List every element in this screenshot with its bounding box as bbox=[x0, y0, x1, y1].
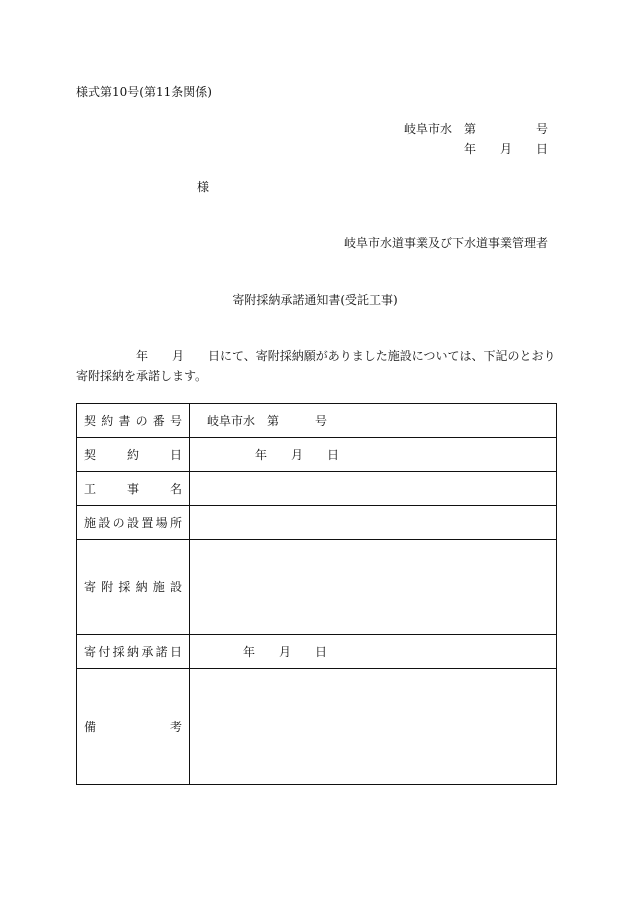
project-name-label bbox=[77, 483, 189, 495]
contract-date-label bbox=[77, 449, 189, 461]
table-row bbox=[77, 438, 557, 472]
contract-number-label bbox=[77, 415, 189, 427]
row-value-contract-date[interactable] bbox=[190, 438, 557, 472]
label-char: 施 bbox=[84, 515, 97, 530]
document-date-line: 年 月 日 bbox=[463, 142, 548, 156]
label-char: 考 bbox=[169, 719, 182, 734]
row-label-contract-number bbox=[77, 404, 190, 438]
label-char: 契 bbox=[84, 447, 97, 462]
row-value-acceptance-date[interactable] bbox=[190, 635, 557, 669]
label-char: 所 bbox=[169, 515, 182, 530]
table-row bbox=[77, 540, 557, 635]
row-label-facility-location bbox=[77, 506, 190, 540]
label-char: 工 bbox=[84, 481, 97, 496]
table-row bbox=[77, 506, 557, 540]
row-label-acceptance-date bbox=[77, 635, 190, 669]
label-char: 事 bbox=[126, 481, 139, 496]
row-value-remarks[interactable] bbox=[190, 669, 557, 785]
label-char: 約 bbox=[101, 413, 114, 428]
row-label-donated-facility bbox=[77, 540, 190, 635]
label-char: の bbox=[135, 413, 148, 428]
label-char: 諾 bbox=[155, 644, 168, 659]
contract-date-value: 年 月 日 bbox=[207, 447, 340, 462]
label-char: 番 bbox=[152, 413, 165, 428]
row-label-contract-date bbox=[77, 438, 190, 472]
label-char: 置 bbox=[141, 515, 154, 530]
label-char: の bbox=[112, 515, 125, 530]
acceptance-date-label bbox=[77, 646, 189, 658]
form-table bbox=[76, 403, 557, 785]
issuer-name: 岐阜市水道事業及び下水道事業管理者 bbox=[343, 236, 548, 250]
acceptance-date-value: 年 月 日 bbox=[207, 644, 328, 659]
label-char: 付 bbox=[98, 644, 111, 659]
document-number-line: 岐阜市水 第 号 bbox=[403, 122, 548, 136]
remarks-label bbox=[77, 721, 189, 733]
table-row bbox=[77, 404, 557, 438]
row-value-donated-facility[interactable] bbox=[190, 540, 557, 635]
row-value-facility-location[interactable] bbox=[190, 506, 557, 540]
table-row bbox=[77, 635, 557, 669]
label-char: 書 bbox=[118, 413, 131, 428]
label-char: 寄 bbox=[84, 644, 97, 659]
row-value-contract-number[interactable] bbox=[190, 404, 557, 438]
label-char: 採 bbox=[112, 644, 125, 659]
label-char: 日 bbox=[169, 644, 182, 659]
row-label-project-name bbox=[77, 472, 190, 506]
label-char: 契 bbox=[84, 413, 97, 428]
body-line-2: 寄附採納を承諾します。 bbox=[76, 369, 208, 383]
body-line-1: 年 月 日にて、寄附採納願がありました施設については、下記のとおり bbox=[136, 349, 556, 363]
label-char: 寄 bbox=[84, 580, 97, 594]
label-char: 採 bbox=[118, 580, 131, 594]
table-row bbox=[77, 472, 557, 506]
donated-facility-label bbox=[77, 581, 189, 593]
label-char: 設 bbox=[126, 515, 139, 530]
addressee-suffix: 様 bbox=[197, 180, 210, 194]
document-title: 寄附採納承諾通知書(受託工事) bbox=[232, 293, 398, 307]
row-label-remarks bbox=[77, 669, 190, 785]
label-char: 施 bbox=[152, 580, 165, 594]
label-char: 設 bbox=[98, 515, 111, 530]
row-value-project-name[interactable] bbox=[190, 472, 557, 506]
form-number: 様式第10号(第11条関係) bbox=[76, 85, 212, 99]
table-row bbox=[77, 669, 557, 785]
label-char: 号 bbox=[169, 413, 182, 428]
label-char: 納 bbox=[126, 644, 139, 659]
label-char: 附 bbox=[101, 580, 114, 594]
label-char: 場 bbox=[155, 515, 168, 530]
label-char: 備 bbox=[84, 719, 97, 734]
label-char: 納 bbox=[135, 580, 148, 594]
label-char: 設 bbox=[169, 580, 182, 594]
facility-location-label bbox=[77, 517, 189, 529]
label-char: 名 bbox=[169, 481, 182, 496]
label-char: 約 bbox=[126, 447, 139, 462]
contract-number-value: 岐阜市水 第 号 bbox=[207, 413, 328, 428]
label-char: 日 bbox=[169, 447, 182, 462]
label-char: 承 bbox=[141, 644, 154, 659]
